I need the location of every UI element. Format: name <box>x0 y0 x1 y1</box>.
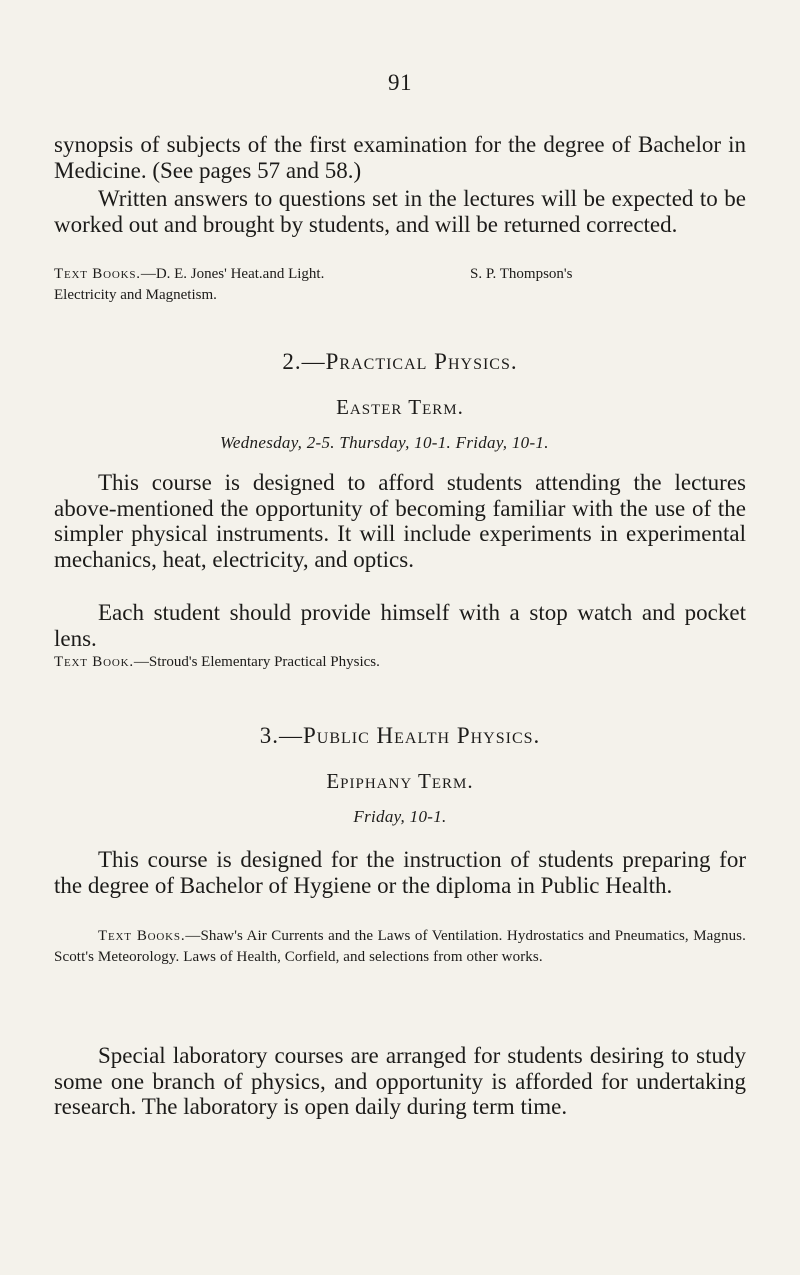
textbook-label: Text Book. <box>54 654 134 670</box>
schedule-practical: Wednesday, 2-5. Thursday, 10-1. Friday, 10-1. <box>220 433 549 452</box>
textbooks-part2: S. P. Thompson's <box>470 266 573 282</box>
section-heading-practical-physics: 2.—Practical Physics. <box>282 349 518 374</box>
public-health-textbooks <box>54 926 746 968</box>
term-epiphany: Epiphany Term. <box>326 769 474 793</box>
page-number: 91 <box>388 70 412 95</box>
practical-paragraph-1: This course is designed to afford students attending the lectures above-mentioned the opportunity of becoming familiar with the use of the simpler physical instruments. It will include experiments in experimental mechanics, heat, electricity, and optics. <box>54 470 746 572</box>
intro-paragraph-2: Written answers to questions set in the lectures will be expected to be worked out and brought by students, and will be returned corrected. <box>54 186 746 237</box>
textbooks-label: Text Books. <box>54 266 141 282</box>
term-easter: Easter Term. <box>336 395 464 419</box>
practical-textbook-line <box>54 654 754 671</box>
public-health-textbooks-text: —Shaw's Air Currents and the Laws of Ventilation. Hydrostatics and Pneumatics, Magnus. Scott's Meteorology. Laws of Health, Corfield, and selections from other works. <box>54 928 746 965</box>
public-health-paragraph-1: This course is designed for the instruction of students preparing for the degree of Bachelor of Hygiene or the diploma in Public Health. <box>54 847 746 898</box>
intro-paragraph-1: synopsis of subjects of the first examination for the degree of Bachelor in Medicine. (See pages 57 and 58.) <box>54 132 746 183</box>
textbook-text: —Stroud's Elementary Practical Physics. <box>133 654 380 670</box>
textbooks-part1: —D. E. Jones' Heat.and Light. <box>140 266 325 282</box>
schedule-public-health: Friday, 10-1. <box>353 807 447 826</box>
textbooks-label-2: Text Books. <box>98 928 186 944</box>
textbooks-part3: Electricity and Magnetism. <box>54 287 217 303</box>
intro-textbooks-line <box>54 266 754 283</box>
closing-paragraph: Special laboratory courses are arranged for students desiring to study some one branch of physics, and opportunity is afforded for undertaking research. The laboratory is open daily during term time. <box>54 1043 746 1119</box>
section-heading-public-health-physics: 3.—Public Health Physics. <box>259 723 541 748</box>
practical-paragraph-2: Each student should provide himself with a stop watch and pocket lens. <box>54 600 746 651</box>
